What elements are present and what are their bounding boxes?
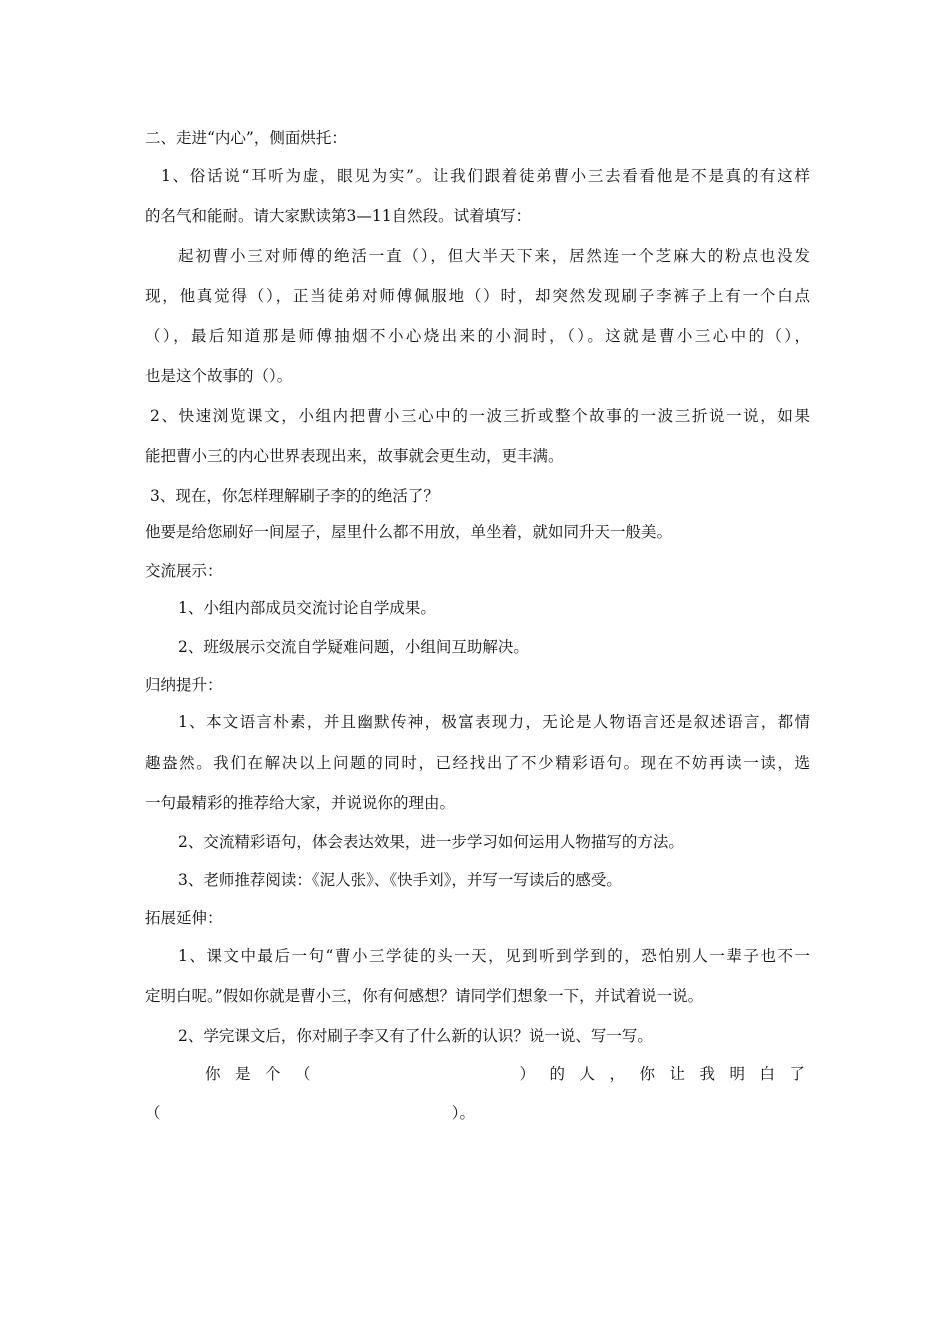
fill-in-line-3: （），最后知道那是师傅抽烟不小心烧出来的小洞时，（）。这就是曹小三心中的（），: [145, 327, 810, 345]
summary-item-2: 2、交流精彩语句，体会表达效果，进一步学习如何运用人物描写的方法。: [178, 833, 684, 851]
blank-answer-space[interactable]: [325, 1064, 505, 1084]
exchange-item-1: 1、小组内部成员交流讨论自学成果。: [178, 599, 436, 617]
blank-open-paren: （: [295, 1065, 311, 1083]
extend-item-1-line-2: 定明白呢。”假如你就是曹小三，你有何感想？请同学们想象一下，并试着说一说。: [145, 987, 704, 1005]
fill-in-line-4: 也是这个故事的（）。: [145, 367, 293, 385]
section-heading-exchange: 交流展示：: [145, 562, 223, 580]
blank-close-paren: ）: [519, 1065, 535, 1083]
blank-open-paren: （: [145, 1104, 161, 1122]
blank-char: 的: [549, 1065, 565, 1083]
question-2-line-1: 2、快速浏览课文，小组内把曹小三心中的一波三折或整个故事的一波三折说一说，如果: [150, 407, 810, 425]
summary-item-3: 3、老师推荐阅读：《泥人张》、《快手刘》，并写一写读后的感受。: [178, 871, 622, 889]
blank-char: 我: [699, 1065, 715, 1083]
blank-char: 你: [205, 1065, 221, 1083]
blank-close-paren: ）。: [451, 1104, 475, 1122]
summary-item-1-line-1: 1、本文语言朴素，并且幽默传神，极富表现力，无论是人物语言还是叙述语言，都情: [178, 713, 810, 731]
answer-blank-line-1: [205, 1064, 805, 1084]
blank-answer-space[interactable]: [186, 1103, 426, 1123]
question-3-line-1: 3、现在，你怎样理解刷子李的的绝活了？: [150, 487, 439, 505]
summary-item-1-line-2: 趣盎然。我们在解决以上问题的同时，已经找出了不少精彩语句。现在不妨再读一读，选: [145, 754, 810, 772]
blank-char: 白: [759, 1065, 775, 1083]
question-1-line-1: 1、俗话说“耳听为虚，眼见为实”。让我们跟着徒弟曹小三去看看他是不是真的有这样: [161, 167, 810, 185]
blank-char: 你: [639, 1065, 655, 1083]
blank-char: ，: [609, 1065, 625, 1083]
blank-char: 明: [729, 1065, 745, 1083]
section-heading-summary: 归纳提升：: [145, 676, 223, 694]
answer-blank-line-2: [145, 1103, 475, 1123]
blank-char: 是: [235, 1065, 251, 1083]
blank-char: 了: [789, 1065, 805, 1083]
extend-item-2: 2、学完课文后，你对刷子李又有了什么新的认识？说一说、写一写。: [178, 1027, 653, 1045]
question-1-line-2: 的名气和能耐。请大家默读第3—11自然段。试着填写：: [145, 207, 532, 225]
exchange-item-2: 2、班级展示交流自学疑难问题，小组间互助解决。: [178, 638, 529, 656]
question-2-line-2: 能把曹小三的内心世界表现出来，故事就会更生动，更丰满。: [145, 447, 564, 465]
blank-char: 人: [579, 1065, 595, 1083]
summary-item-1-line-3: 一句最精彩的推荐给大家，并说说你的理由。: [145, 794, 456, 812]
fill-in-line-2: 现，他真觉得（），正当徒弟对师傅佩服地（）时，却突然发现刷子李裤子上有一个白点: [145, 287, 810, 305]
blank-char: 个: [265, 1065, 281, 1083]
question-3-line-2: 他要是给您刷好一间屋子，屋里什么都不用放，单坐着，就如同升天一般美。: [145, 523, 673, 541]
section-heading-extend: 拓展延伸：: [145, 909, 223, 927]
section-heading-inner: 二、走进“内心”，侧面烘托：: [145, 129, 347, 147]
fill-in-line-1: 起初曹小三对师傅的绝活一直（），但大半天下来，居然连一个芝麻大的粉点也没发: [178, 247, 810, 265]
blank-char: 让: [669, 1065, 685, 1083]
extend-item-1-line-1: 1、课文中最后一句“曹小三学徒的头一天，见到听到学到的，恐怕别人一辈子也不一: [178, 947, 810, 965]
